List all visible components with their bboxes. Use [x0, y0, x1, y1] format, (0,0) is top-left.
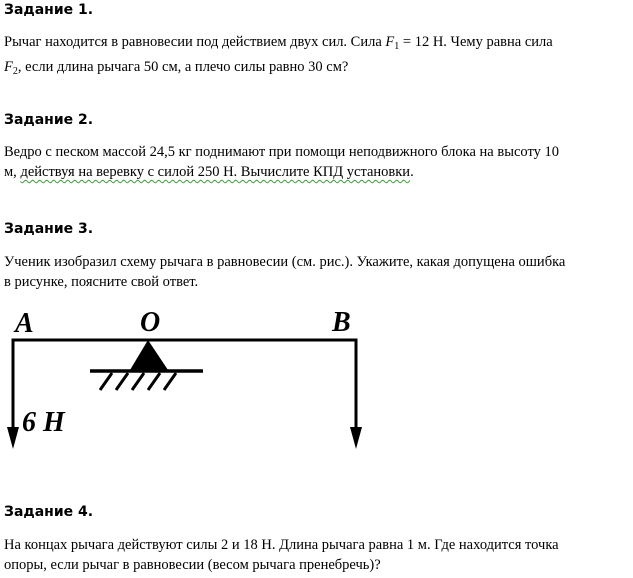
label-b: B	[332, 307, 351, 338]
task2-line2-start: м,	[4, 164, 21, 180]
task2-underlined-text: действуя на веревку с силой 250 Н. Вычислите КПД установки	[20, 164, 411, 180]
task2-line2-end: .	[410, 164, 414, 180]
lever-diagram	[0, 305, 633, 465]
task2-line1: Ведро с песком массой 24,5 кг поднимают при помощи неподвижного блока на высоту 10	[4, 144, 559, 160]
task4-text	[4, 535, 629, 575]
task2-text	[4, 142, 629, 182]
task1-f1-value: = 12 Н. Чему равна сила	[399, 34, 553, 50]
task1-text-b: , если длина рычага 50 см, а плечо силы равно 30 см?	[17, 59, 349, 75]
task1-text	[4, 32, 629, 82]
task1-text-a: Рычаг находится в равновесии под действием двух сил. Сила	[4, 34, 386, 50]
force-label-a: 6 Н	[22, 407, 65, 438]
task2-heading: Задание 2.	[4, 112, 94, 128]
pivot-triangle	[130, 340, 168, 370]
force-arrow-b	[350, 427, 362, 449]
label-o: O	[140, 307, 161, 338]
task4-heading: Задание 4.	[4, 504, 94, 520]
support-hatching	[100, 373, 176, 390]
task3-heading: Задание 3.	[4, 221, 94, 237]
task3-text	[4, 252, 629, 292]
task4-line2: опоры, если рычаг в равновесии (весом рычага пренебречь)?	[4, 557, 381, 573]
task1-heading: Задание 1.	[4, 2, 94, 18]
force-f1-symbol: $F_1$	[385, 34, 400, 52]
task3-line1: Ученик изобразил схему рычага в равновесии (см. рис.). Укажите, какая допущена ошибка	[4, 254, 566, 270]
force-f2-symbol: $F_2$	[4, 59, 18, 77]
label-a: A	[15, 308, 34, 339]
force-arrow-a	[7, 427, 19, 449]
task3-line2: в рисунке, поясните свой ответ.	[4, 274, 199, 290]
task4-line1: На концах рычага действуют силы 2 и 18 Н. Длина рычага равна 1 м. Где находится точка	[4, 537, 559, 553]
